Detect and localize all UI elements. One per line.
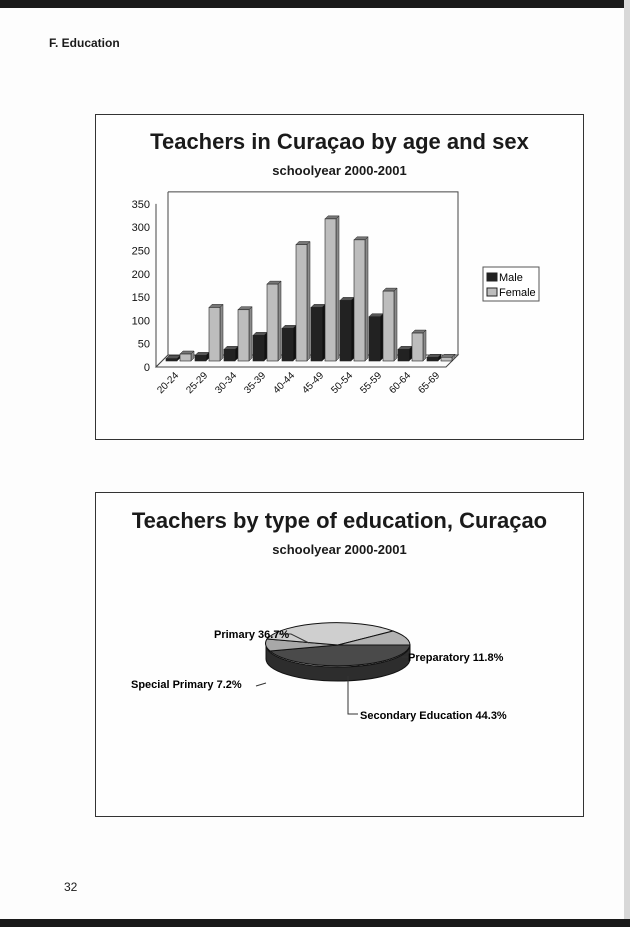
bar xyxy=(195,355,206,361)
svg-text:250: 250 xyxy=(131,245,150,258)
scan-border-top xyxy=(0,0,630,8)
pie-chart-subtitle: schoolyear 2000-2001 xyxy=(272,542,407,557)
bar-chart xyxy=(96,115,583,439)
bar xyxy=(296,245,307,362)
svg-text:350: 350 xyxy=(131,198,150,211)
bar-chart-subtitle: schoolyear 2000-2001 xyxy=(272,163,407,178)
bar xyxy=(340,300,351,361)
label-primary: Primary 36.7% xyxy=(214,629,290,641)
label-special-primary: Special Primary 7.2% xyxy=(131,679,242,691)
svg-text:0: 0 xyxy=(143,362,150,374)
bar xyxy=(253,335,264,361)
x-tick-label: 40-44 xyxy=(271,370,298,397)
legend xyxy=(483,267,539,301)
bar-chart-frame xyxy=(95,114,584,440)
bar xyxy=(369,317,380,361)
bar xyxy=(166,359,177,361)
x-tick-label: 55-59 xyxy=(358,370,385,397)
scan-border-right xyxy=(624,0,630,927)
svg-text:100: 100 xyxy=(131,315,150,328)
pie-chart-title: Teachers by type of education, Curaçao xyxy=(131,508,548,533)
x-tick-label: 25-29 xyxy=(184,370,211,397)
bar xyxy=(209,307,220,361)
bar xyxy=(267,284,278,361)
x-tick-label: 35-39 xyxy=(242,370,269,397)
svg-text:Male: Male xyxy=(499,272,523,284)
section-title: F. Education xyxy=(49,36,120,50)
bar xyxy=(180,354,191,361)
svg-text:50: 50 xyxy=(137,338,150,351)
label-preparatory: Preparatory 11.8% xyxy=(408,652,504,664)
bar xyxy=(383,291,394,361)
svg-text:200: 200 xyxy=(131,268,150,281)
pie-chart-frame xyxy=(95,492,584,817)
bar xyxy=(441,357,452,361)
svg-text:300: 300 xyxy=(131,222,150,235)
bar xyxy=(311,307,322,361)
bar xyxy=(354,240,365,361)
label-secondary: Secondary Education 44.3% xyxy=(360,710,507,722)
x-tick-label: 20-24 xyxy=(155,370,182,397)
x-tick-label: 30-34 xyxy=(213,370,240,397)
bar xyxy=(427,357,438,361)
svg-text:150: 150 xyxy=(131,292,150,305)
svg-text:Female: Female xyxy=(499,287,536,299)
scan-border-bottom xyxy=(0,919,630,927)
x-tick-label: 50-54 xyxy=(329,370,356,397)
x-tick-label: 60-64 xyxy=(387,370,414,397)
x-tick-label: 65-69 xyxy=(416,370,443,397)
x-tick-label: 45-49 xyxy=(300,370,327,397)
bar xyxy=(412,333,423,361)
bar xyxy=(238,310,249,361)
bar xyxy=(325,219,336,361)
pie-chart xyxy=(96,493,583,816)
bar-chart-title: Teachers in Curaçao by age and sex xyxy=(150,129,529,154)
bar xyxy=(398,349,409,361)
bar xyxy=(282,328,293,361)
page-number: 32 xyxy=(64,880,78,894)
bar xyxy=(224,349,235,361)
